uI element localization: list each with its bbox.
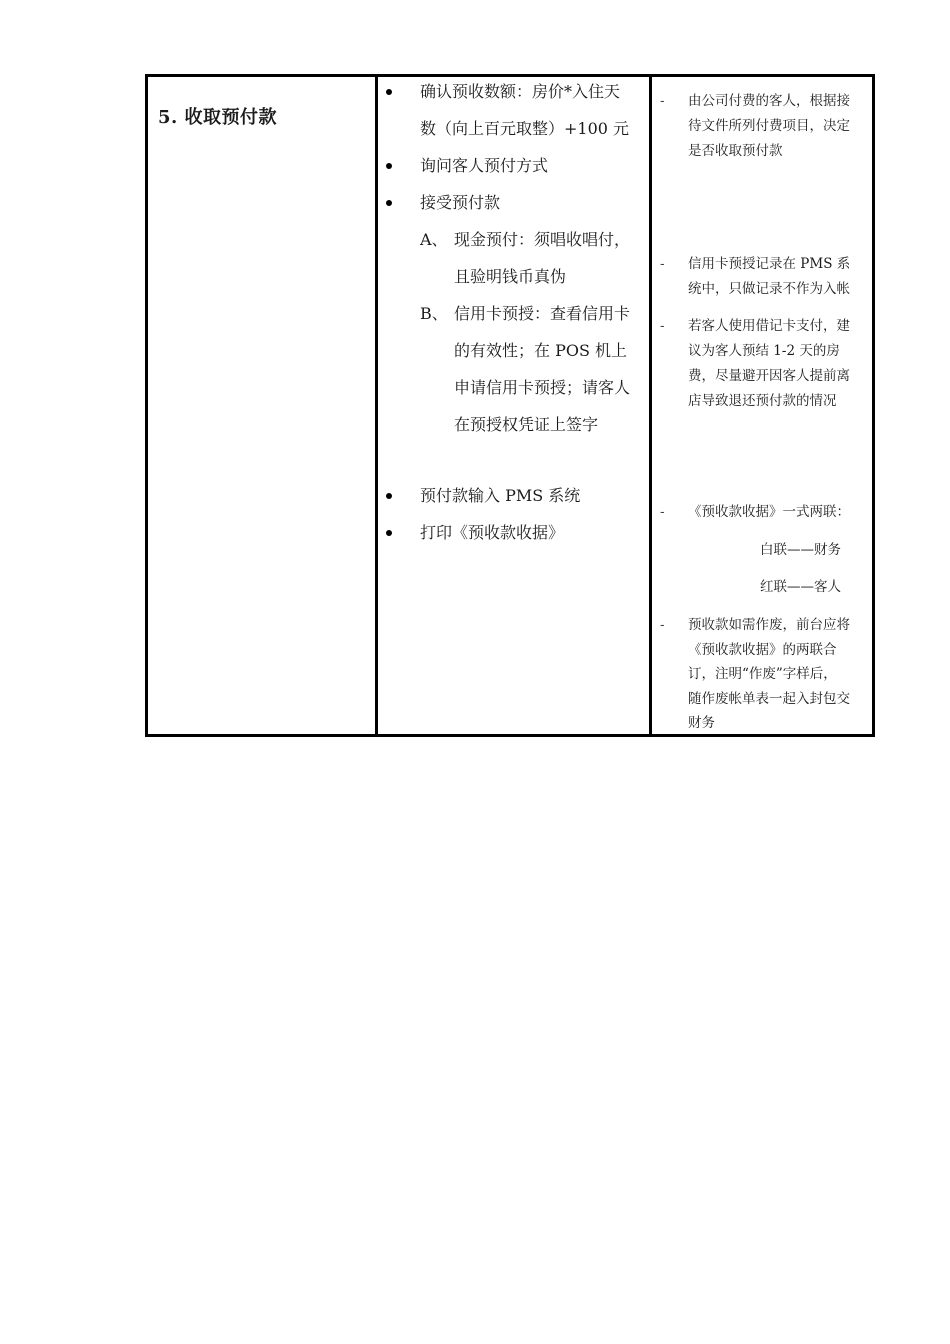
note-text: 店导致退还预付款的情况 bbox=[688, 393, 837, 409]
notes-column bbox=[652, 77, 872, 734]
procedure-text: 打印《预收款收据》 bbox=[420, 523, 565, 542]
step-title: 5. 收取预付款 bbox=[158, 107, 278, 128]
sub-item-marker: B、 bbox=[420, 304, 448, 323]
note-text: 费，尽量避开因客人提前离 bbox=[688, 368, 850, 384]
note-text: 随作废帐单表一起入封包交 bbox=[688, 690, 850, 707]
procedure-text: 数（向上百元取整）+100 元 bbox=[420, 119, 630, 138]
sub-item-text: 信用卡预授：查看信用卡 bbox=[454, 304, 631, 323]
note-text: 是否收取预付款 bbox=[688, 143, 783, 159]
sub-item-text: 的有效性；在 POS 机上 bbox=[454, 341, 628, 360]
note-text: 信用卡预授记录在 PMS 系 bbox=[688, 256, 851, 272]
note-text: 《预收款收据》的两联合 bbox=[688, 641, 837, 658]
dash-marker: - bbox=[660, 504, 665, 520]
procedure-text: 接受预付款 bbox=[420, 193, 501, 212]
bullet-icon bbox=[386, 89, 392, 95]
note-text: 若客人使用借记卡支付，建 bbox=[688, 318, 850, 334]
dash-marker: - bbox=[660, 256, 665, 272]
bullet-icon bbox=[386, 163, 392, 169]
note-text: 待文件所列付费项目，决定 bbox=[688, 118, 850, 134]
sub-item-text: 且验明钱币真伪 bbox=[454, 267, 567, 286]
note-text: 统中，只做记录不作为入帐 bbox=[688, 281, 850, 297]
receipt-copy-red: 红联——客人 bbox=[760, 579, 841, 595]
note-text: 订，注明“作废”字样后， bbox=[688, 666, 837, 682]
dash-marker: - bbox=[660, 93, 665, 109]
sub-item-text: 现金预付：须唱收唱付， bbox=[454, 230, 631, 249]
bullet-icon bbox=[386, 530, 392, 536]
note-text: 由公司付费的客人，根据接 bbox=[688, 93, 850, 109]
sub-item-marker: A、 bbox=[420, 230, 448, 249]
bullet-icon bbox=[386, 200, 392, 206]
note-text: 财务 bbox=[688, 715, 715, 731]
note-text: 《预收款收据》一式两联： bbox=[688, 504, 850, 520]
bullet-icon bbox=[386, 493, 392, 499]
sub-item-text: 在预授权凭证上签字 bbox=[454, 415, 599, 434]
procedure-table bbox=[145, 74, 875, 737]
dash-marker: - bbox=[660, 617, 665, 633]
note-text: 议为客人预结 1-2 天的房 bbox=[688, 343, 840, 359]
receipt-copy-white: 白联——财务 bbox=[760, 542, 841, 558]
procedure-text: 确认预收数额：房价*入住天 bbox=[420, 82, 621, 101]
note-text: 预收款如需作废，前台应将 bbox=[688, 617, 850, 633]
sub-item-text: 申请信用卡预授；请客人 bbox=[454, 378, 631, 397]
step-column bbox=[148, 77, 378, 734]
dash-marker: - bbox=[660, 318, 665, 334]
procedure-column bbox=[378, 77, 652, 734]
procedure-text: 预付款输入 PMS 系统 bbox=[420, 486, 581, 505]
procedure-text: 询问客人预付方式 bbox=[420, 156, 549, 175]
